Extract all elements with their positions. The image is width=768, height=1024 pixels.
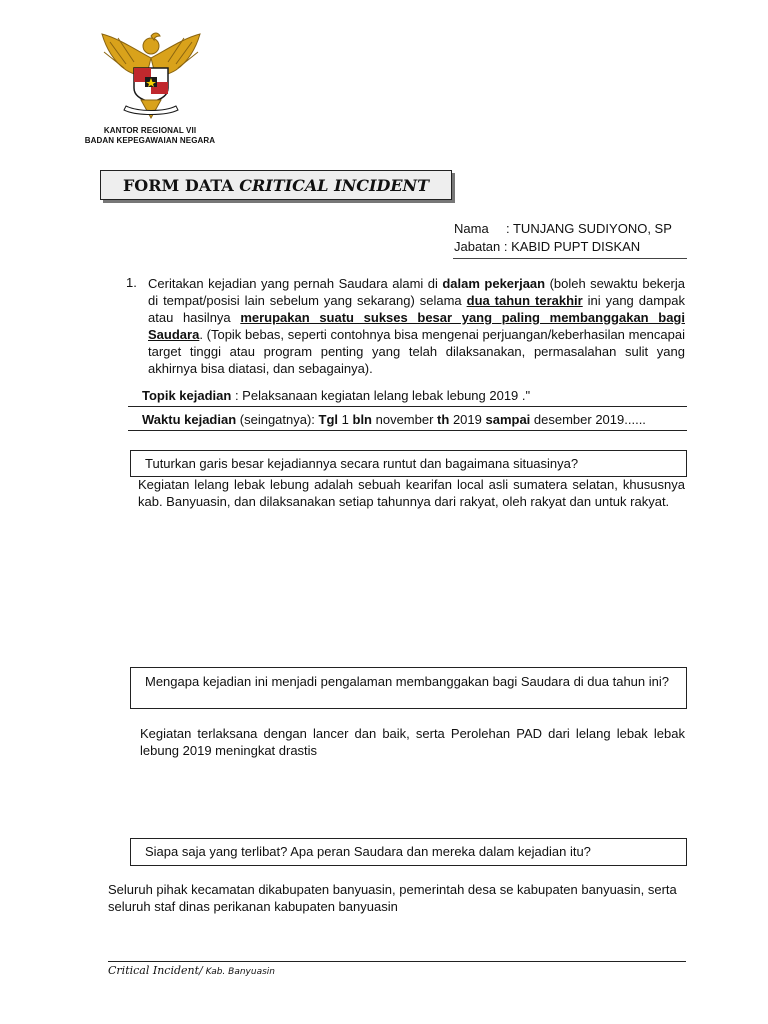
jabatan-row	[454, 239, 640, 254]
topik-value: : Pelaksanaan kegiatan lelang lebak lebung 2019 ."	[231, 388, 531, 403]
question-box-1: Tuturkan garis besar kejadiannya secara runtut dan bagaimana situasinya?	[130, 450, 687, 477]
q1-bold-3: merupakan suatu sukses besar yang paling membanggakan bagi Saudara	[148, 310, 685, 342]
answer-1: Kegiatan lelang lebak lebung adalah sebuah kearifan local asli sumatera selatan, khususnya kab. Banyuasin, dan dilaksanakan setiap tahunnya dari rakyat, oleh rakyat dan untuk rakyat.	[138, 477, 685, 509]
waktu-text-5: desember 2019......	[530, 412, 646, 427]
answer-3: Seluruh pihak kecamatan dikabupaten banyuasin, pemerintah desa se kabupaten banyuasin, serta seluruh staf dinas perikanan kabupaten banyuasin	[108, 882, 677, 914]
jabatan-value: : KABID PUPT DISKAN	[503, 239, 641, 254]
waktu-text-1: (seingatnya):	[236, 412, 319, 427]
jabatan-label: Jabatan	[454, 239, 501, 254]
topik-row	[142, 388, 530, 403]
q1-text-3: ini yang dampak atau hasilnya	[148, 293, 685, 325]
org-name-line2: BADAN KEPEGAWAIAN NEGARA	[84, 136, 216, 145]
q1-bold-2: dua tahun terakhir	[466, 293, 583, 308]
garuda-emblem-icon	[96, 28, 206, 120]
identity-divider	[453, 258, 687, 259]
question-box-3: Siapa saja yang terlibat? Apa peran Saudara dan mereka dalam kejadian itu?	[130, 838, 687, 866]
waktu-text-2: 1	[338, 412, 353, 427]
footer-divider	[108, 961, 686, 962]
nama-value: : TUNJANG SUDIYONO, SP	[506, 221, 672, 236]
answer-2: Kegiatan terlaksana dengan lancer dan baik, serta Perolehan PAD dari lelang lebak lebak lebung 2019 meningkat drastis	[140, 726, 685, 758]
question-1-text	[148, 275, 685, 377]
waktu-bln: bln	[352, 412, 372, 427]
waktu-th: th	[437, 412, 450, 427]
form-title	[100, 170, 452, 200]
waktu-row	[142, 412, 646, 427]
nama-label: Nama	[454, 221, 489, 236]
waktu-label: Waktu kejadian	[142, 412, 237, 427]
question-box-2: Mengapa kejadian ini menjadi pengalaman membanggakan bagi Saudara di dua tahun ini?	[130, 667, 687, 709]
topik-label: Topik kejadian	[142, 388, 232, 403]
q1-bold-1: dalam pekerjaan	[442, 276, 546, 291]
footer-italic: Critical Incident/	[108, 964, 203, 977]
waktu-text-3: november	[372, 412, 438, 427]
footer-small: Kab. Banyuasin	[202, 967, 275, 977]
waktu-text-4: 2019	[449, 412, 486, 427]
q1-text-1: Ceritakan kejadian yang pernah Saudara alami di	[148, 276, 443, 291]
form-title-italic: CRITICAL INCIDENT	[239, 175, 430, 195]
q1-text-4: . (Topik bebas, seperti contohnya bisa mengenai perjuangan/keberhasilan mencapai target tinggi atau program penting yang telah dilaksanakan, permasalahan sulit yang akhirnya bisa diatasi, dan sebagainya).	[148, 327, 685, 376]
waktu-tgl: Tgl	[318, 412, 339, 427]
waktu-sampai: sampai	[485, 412, 531, 427]
nama-row	[454, 221, 672, 236]
form-title-prefix: FORM DATA	[122, 175, 234, 195]
q1-text-2: (boleh sewaktu bekerja di tempat/posisi lain sebelum yang sekarang) selama	[148, 276, 685, 308]
question-number: 1.	[126, 275, 137, 290]
org-name-line1: KANTOR REGIONAL VII	[103, 126, 197, 135]
footer	[108, 964, 275, 977]
